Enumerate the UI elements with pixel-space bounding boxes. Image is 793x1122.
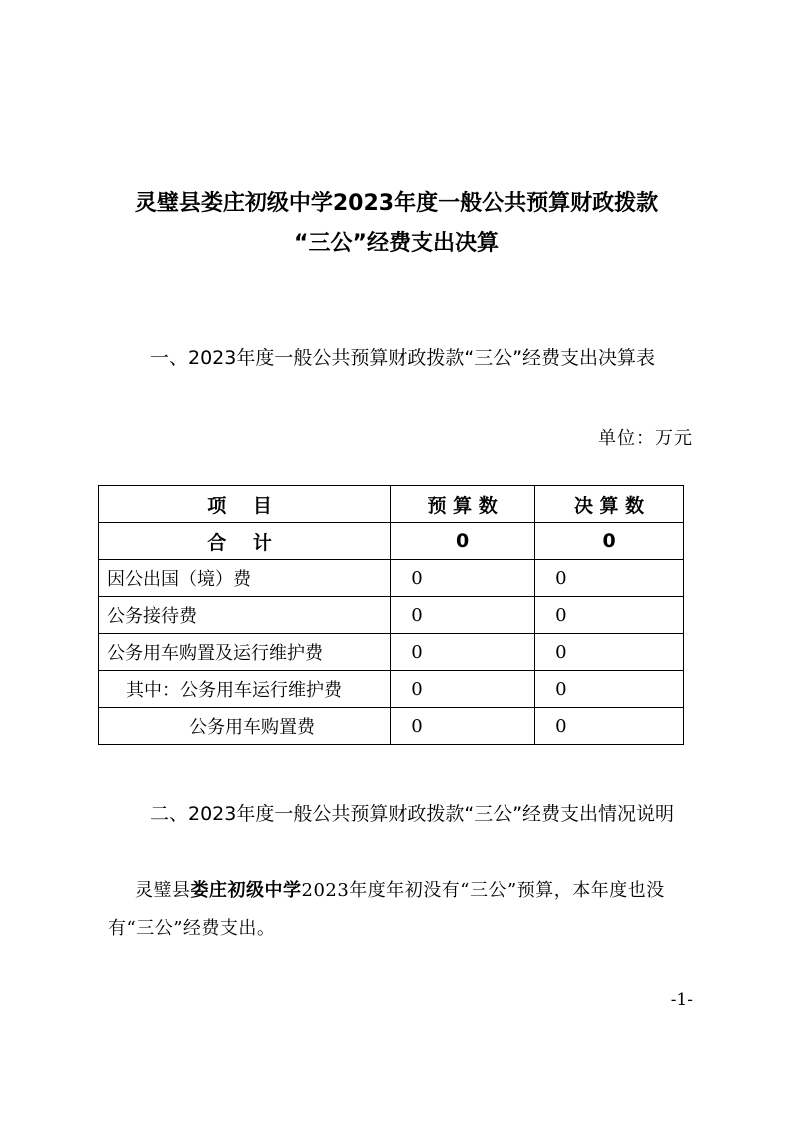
section1-heading: 一、2023年度一般公共预算财政拨款“三公”经费支出决算表 [150, 347, 656, 369]
row-budget: 0 [391, 708, 535, 745]
document-title-line1: 灵璧县娄庄初级中学2023年度一般公共预算财政拨款 [134, 191, 659, 216]
document-title-line2: “三公”经费支出决算 [294, 231, 499, 256]
total-final: 0 [535, 523, 684, 560]
row-final: 0 [535, 560, 684, 597]
body-school-name: 娄庄初级中学 [190, 880, 302, 901]
row-final: 0 [535, 671, 684, 708]
row-budget: 0 [391, 671, 535, 708]
table-total-row [99, 523, 684, 560]
row-budget: 0 [391, 560, 535, 597]
row-final: 0 [535, 634, 684, 671]
table-header-row [99, 486, 684, 523]
section2-heading: 二、2023年度一般公共预算财政拨款“三公”经费支出情况说明 [150, 803, 675, 825]
row-label: 公务接待费 [99, 597, 391, 634]
header-budget: 预 算 数 [391, 486, 535, 523]
table-row [99, 708, 684, 745]
total-budget: 0 [391, 523, 535, 560]
row-label: 因公出国（境）费 [99, 560, 391, 597]
row-budget: 0 [391, 597, 535, 634]
body-prefix: 灵璧县 [135, 880, 191, 901]
expenditure-table [98, 485, 684, 745]
header-final: 决 算 数 [535, 486, 684, 523]
table-row [99, 671, 684, 708]
explanation-paragraph [108, 872, 693, 948]
row-final: 0 [535, 708, 684, 745]
row-label: 公务用车购置费 [99, 708, 391, 745]
table-row [99, 560, 684, 597]
row-label: 其中：公务用车运行维护费 [99, 671, 391, 708]
total-label: 合 计 [99, 523, 391, 560]
table-row [99, 597, 684, 634]
row-budget: 0 [391, 634, 535, 671]
row-label: 公务用车购置及运行维护费 [99, 634, 391, 671]
table-row [99, 634, 684, 671]
row-final: 0 [535, 597, 684, 634]
header-item: 项 目 [99, 486, 391, 523]
body-rest: 2023年度年初没有“三公”预算，本年度也没有“三公”经费支出。 [108, 880, 665, 939]
unit-label: 单位：万元 [598, 428, 693, 449]
page-number: -1- [670, 990, 693, 1010]
